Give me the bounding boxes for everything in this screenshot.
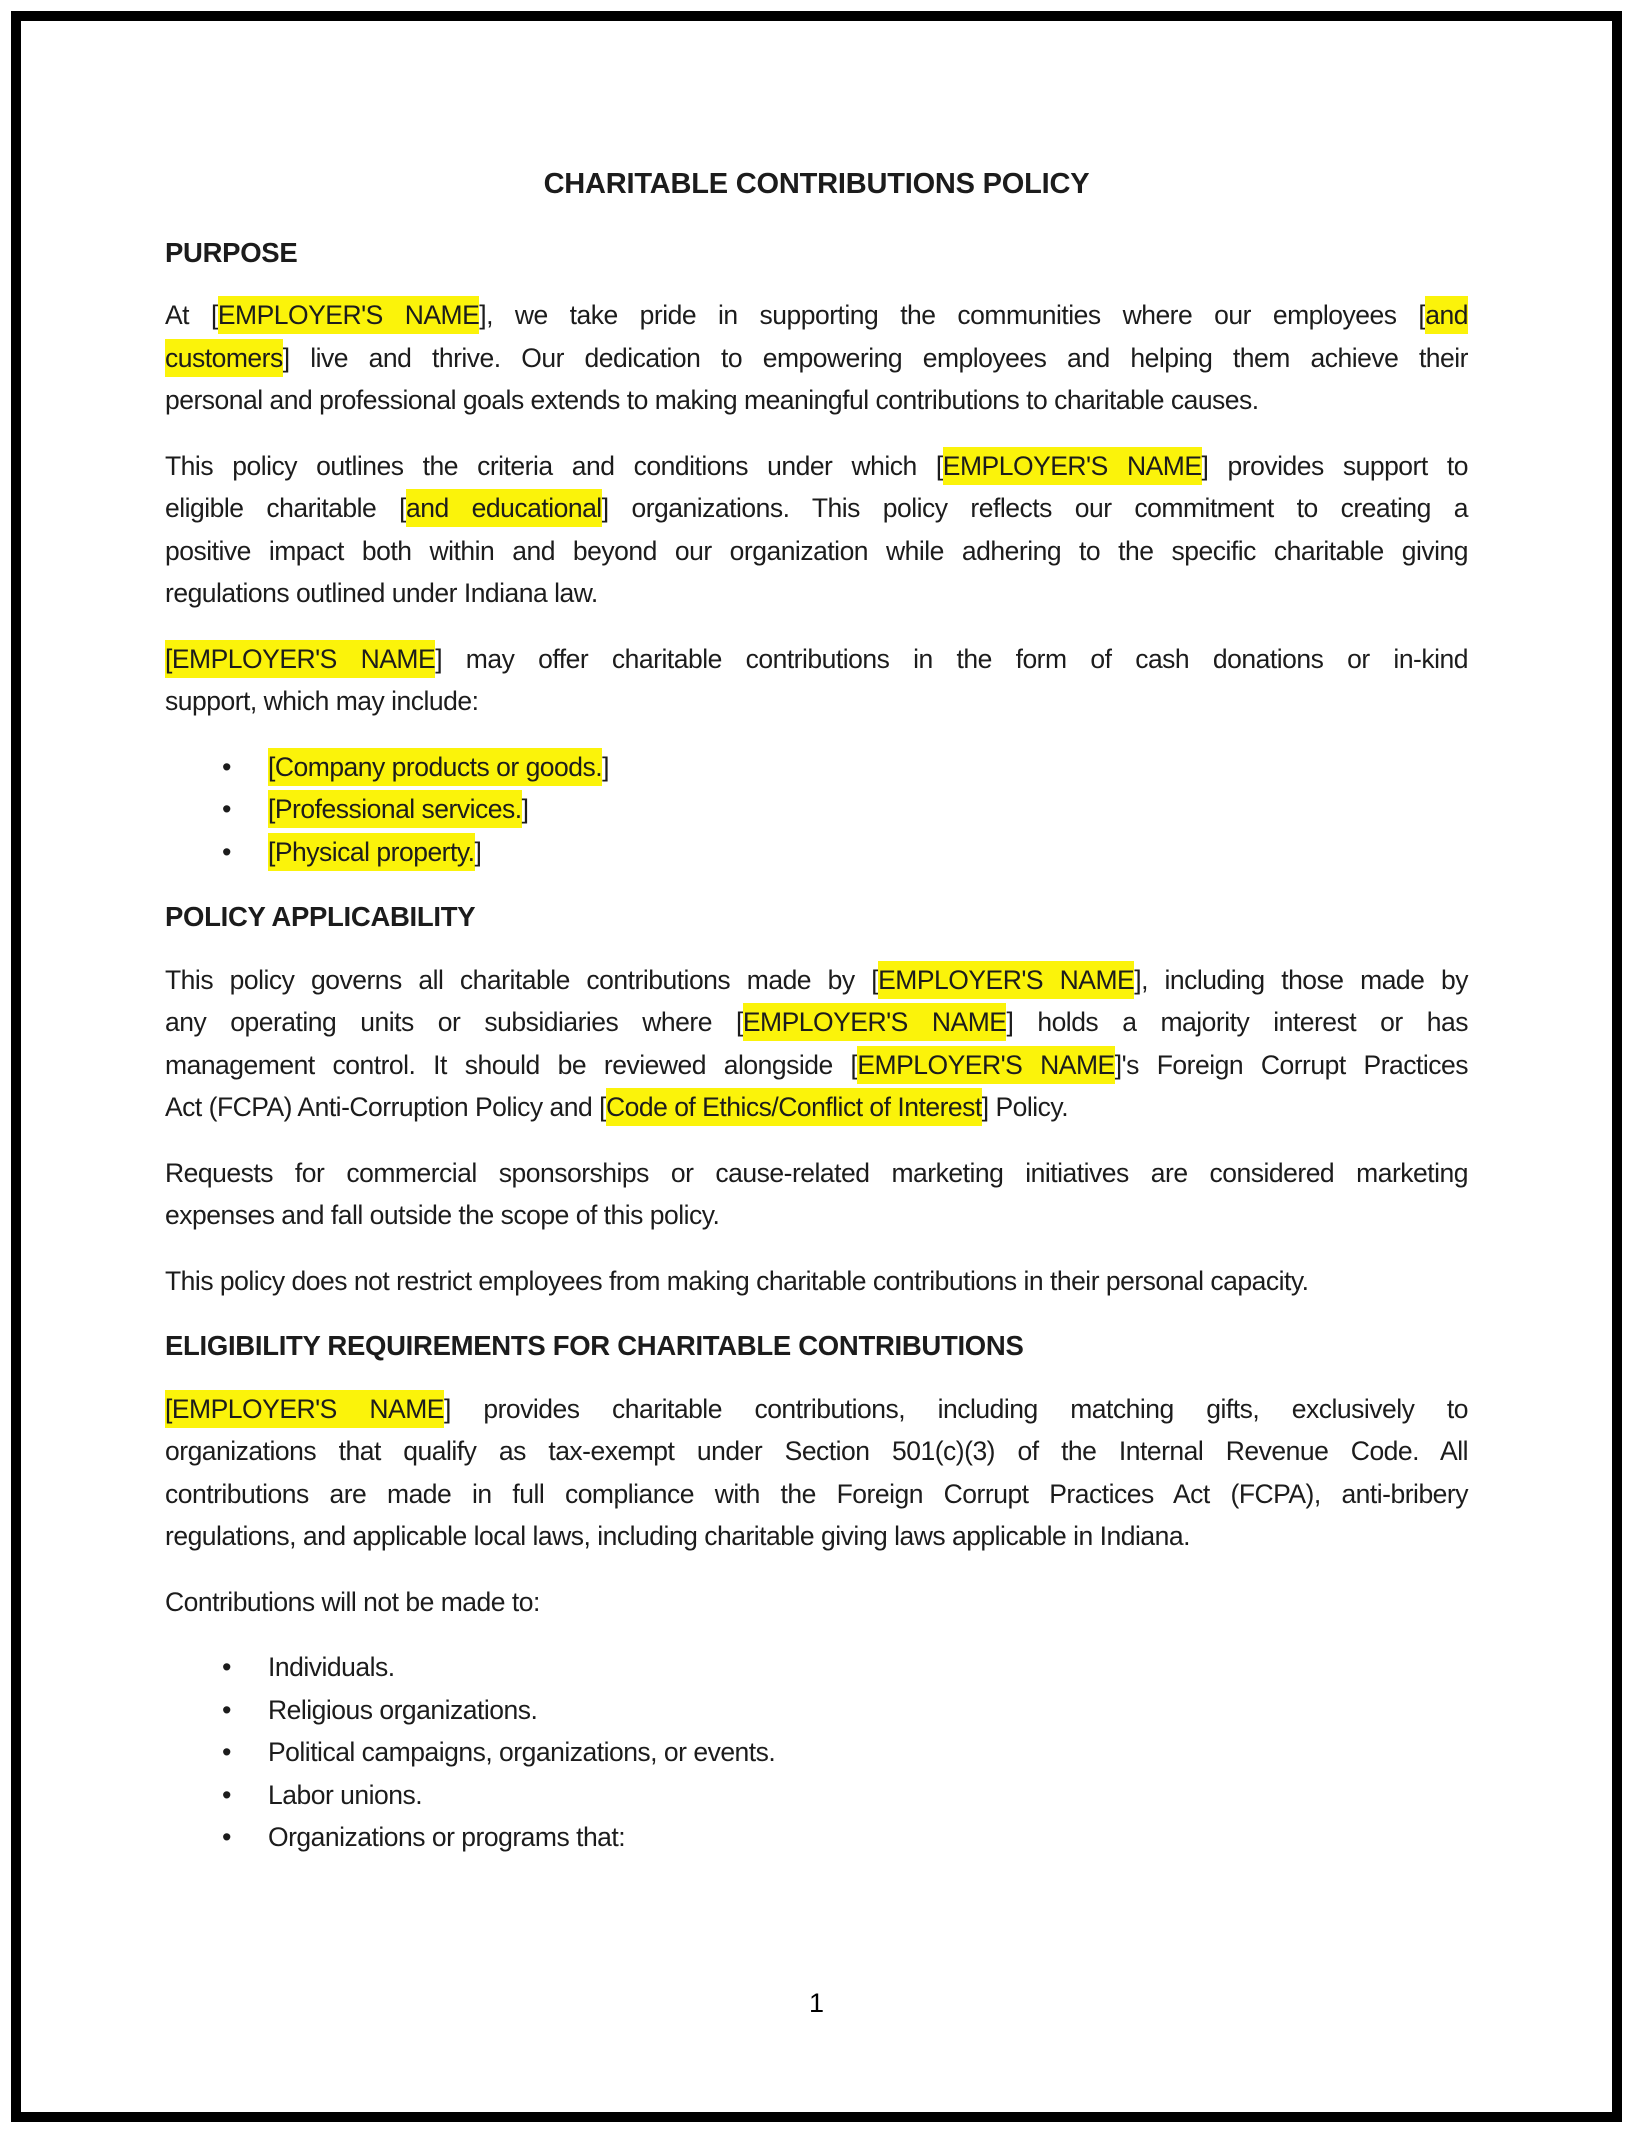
paragraph-line xyxy=(165,1473,1468,1516)
text-run: This policy outlines the criteria and conditions under which [ xyxy=(165,450,943,481)
text-run: Labor unions. xyxy=(268,1779,423,1810)
paragraph-line xyxy=(165,379,1468,422)
text-run: regulations, and applicable local laws, including charitable giving laws applicable in Indiana. xyxy=(165,1521,1190,1551)
text-run: Political campaigns, organizations, or events. xyxy=(268,1737,776,1767)
text-run: ] xyxy=(474,836,482,867)
paragraph xyxy=(165,294,1468,422)
list-item xyxy=(165,788,1468,831)
section-heading: ELIGIBILITY REQUIREMENTS FOR CHARITABLE CONTRIBUTIONS xyxy=(165,1330,1024,1361)
text-run: ] xyxy=(521,794,529,824)
text-run: ] provides support to xyxy=(1201,450,1468,481)
document-title: CHARITABLE CONTRIBUTIONS POLICY xyxy=(543,168,1090,200)
paragraph-line xyxy=(165,1044,1468,1087)
list-item xyxy=(165,1816,1468,1859)
bullet-list xyxy=(165,1646,1468,1859)
paragraph-line xyxy=(165,1515,1468,1558)
highlight-run: [EMPLOYER'S NAME xyxy=(165,640,435,678)
text-run: At [ xyxy=(165,300,218,330)
paragraph-line xyxy=(165,680,1468,723)
text-run: ] live and thrive. Our dedication to empowering employees and helping them achieve their xyxy=(282,342,1468,373)
text-run: ] provides charitable contributions, including matching gifts, exclusively to xyxy=(443,1393,1468,1424)
paragraph-line xyxy=(165,294,1468,337)
highlight-run: EMPLOYER'S NAME xyxy=(878,961,1134,999)
text-run: any operating units or subsidiaries where [ xyxy=(165,1007,743,1037)
list-item xyxy=(165,1731,1468,1774)
paragraph-line xyxy=(165,337,1468,380)
highlight-run: Code of Ethics/Conflict of Interest xyxy=(606,1088,982,1126)
paragraph-line xyxy=(165,572,1468,615)
list-item xyxy=(165,1774,1468,1817)
paragraph-line xyxy=(165,1001,1468,1044)
text-run: ] Policy. xyxy=(981,1092,1069,1122)
paragraph xyxy=(165,1388,1468,1558)
paragraph xyxy=(165,445,1468,615)
paragraph-line xyxy=(165,1194,1468,1237)
section-heading: POLICY APPLICABILITY xyxy=(165,901,476,932)
text-run: Organizations or programs that: xyxy=(268,1822,626,1852)
paragraph-line xyxy=(165,959,1468,1002)
text-run: Religious organizations. xyxy=(268,1694,538,1725)
paragraph-line xyxy=(165,1260,1468,1303)
highlight-run: EMPLOYER'S NAME xyxy=(857,1046,1114,1084)
text-run: ], including those made by xyxy=(1134,964,1468,995)
text-run: Contributions will not be made to: xyxy=(165,1586,540,1617)
text-run: This policy does not restrict employees from making charitable contributions in their personal capacity. xyxy=(165,1265,1309,1296)
highlight-run: [Company products or goods. xyxy=(268,748,602,786)
text-run: Individuals. xyxy=(268,1652,395,1682)
paragraph-line xyxy=(165,487,1468,530)
text-run: personal and professional goals extends to making meaningful contributions to charitable causes. xyxy=(165,385,1259,415)
paragraph-line xyxy=(165,1388,1468,1431)
text-run: ]'s Foreign Corrupt Practices xyxy=(1114,1049,1469,1080)
highlight-run: [EMPLOYER'S NAME xyxy=(165,1390,444,1428)
highlight-run: [Physical property. xyxy=(268,833,475,871)
text-run: regulations outlined under Indiana law. xyxy=(165,578,598,608)
text-run: eligible charitable [ xyxy=(165,493,407,523)
highlight-run: customers xyxy=(165,339,283,377)
text-run: ], we take pride in supporting the communities where our employees [ xyxy=(479,300,1426,330)
highlight-run: EMPLOYER'S NAME xyxy=(743,1003,1007,1041)
highlight-run: EMPLOYER'S NAME xyxy=(943,447,1202,485)
paragraph-line xyxy=(165,638,1468,681)
highlight-run: [Professional services. xyxy=(268,790,522,828)
page-number: 1 xyxy=(808,1988,825,2018)
list-item xyxy=(165,831,1468,874)
paragraph-line xyxy=(165,1430,1468,1473)
text-run: ] may offer charitable contributions in the form of cash donations or in-kind xyxy=(435,643,1468,674)
text-run: This policy governs all charitable contributions made by [ xyxy=(165,964,879,995)
list-item xyxy=(165,1689,1468,1732)
paragraph xyxy=(165,1152,1468,1237)
paragraph-line xyxy=(165,445,1468,488)
list-item xyxy=(165,746,1468,789)
highlight-run: and educational xyxy=(406,489,602,527)
paragraph xyxy=(165,638,1468,723)
bullet-list xyxy=(165,746,1468,874)
section-heading: PURPOSE xyxy=(165,236,298,268)
paragraph xyxy=(165,1581,1468,1624)
text-run: positive impact both within and beyond our organization while adhering to the specific charitable giving xyxy=(165,535,1468,566)
paragraph-line xyxy=(165,1152,1468,1195)
document-content xyxy=(165,163,1468,1882)
text-run: organizations that qualify as tax-exempt under Section 501(c)(3) of the Internal Revenue Code. All xyxy=(165,1436,1468,1466)
text-run: ] organizations. This policy reflects our commitment to creating a xyxy=(601,493,1468,523)
text-run: Act (FCPA) Anti-Corruption Policy and [ xyxy=(165,1092,606,1122)
text-run: expenses and fall outside the scope of this policy. xyxy=(165,1200,720,1230)
text-run: management control. It should be reviewed alongside [ xyxy=(165,1049,858,1080)
text-run: Requests for commercial sponsorships or cause-related marketing initiatives are considered marketing xyxy=(165,1157,1468,1188)
paragraph-line xyxy=(165,1581,1468,1624)
paragraph xyxy=(165,959,1468,1129)
paragraph-line xyxy=(165,530,1468,573)
paragraph xyxy=(165,1260,1468,1303)
list-item xyxy=(165,1646,1468,1689)
text-run: support, which may include: xyxy=(165,686,479,716)
highlight-run: EMPLOYER'S NAME xyxy=(218,296,479,334)
highlight-run: and xyxy=(1425,296,1468,334)
text-run: ] xyxy=(602,751,610,782)
text-run: ] holds a majority interest or has xyxy=(1006,1007,1468,1037)
paragraph-line xyxy=(165,1086,1468,1129)
text-run: contributions are made in full compliance with the Foreign Corrupt Practices Act (FCPA), anti-bribery xyxy=(165,1478,1468,1509)
